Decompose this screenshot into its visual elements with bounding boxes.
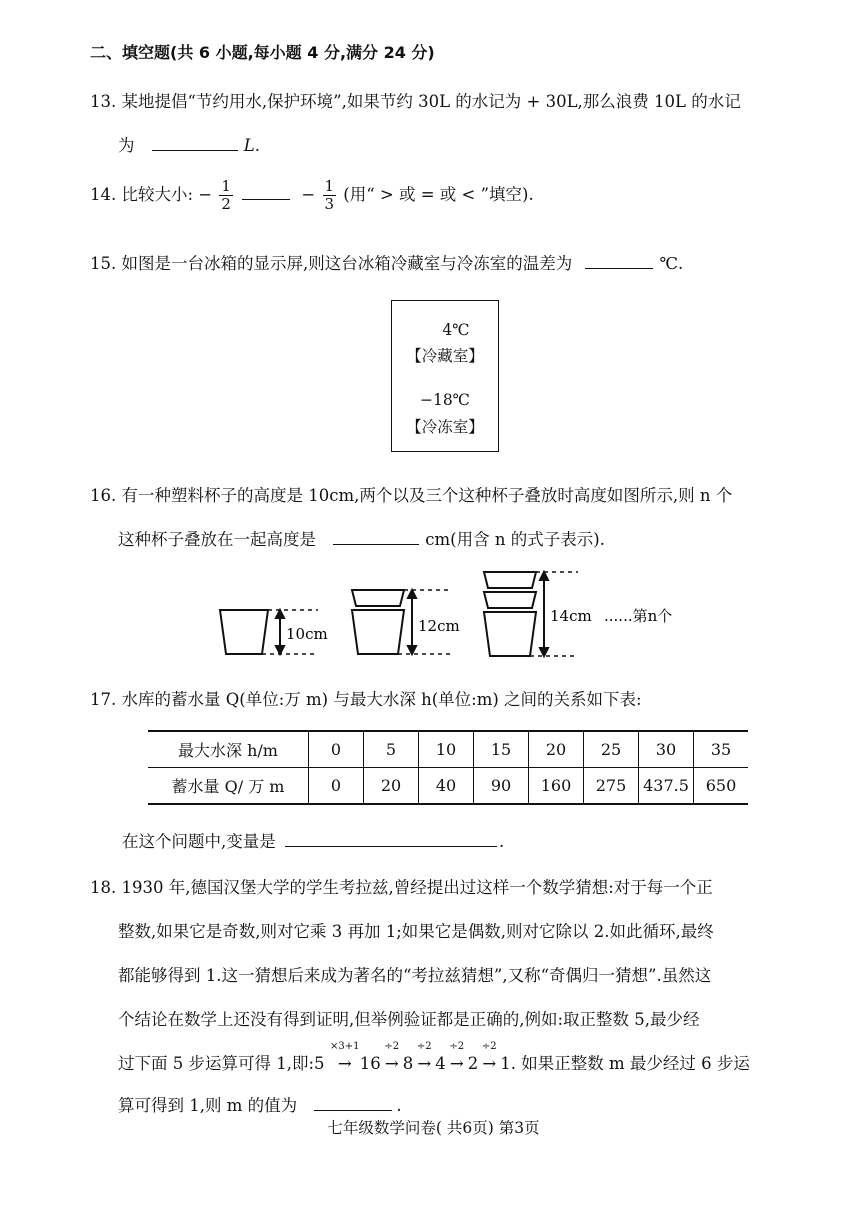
q17-answer-blank[interactable] (285, 828, 497, 847)
q18-line4: 个结论在数学上还没有得到证明,但举例验证都是正确的,例如:取正整数 5,最少经 (118, 1010, 700, 1029)
cup-stack3-mid (484, 592, 536, 608)
q16-answer-blank[interactable] (333, 526, 419, 545)
q17-line1: 17. 水库的蓄水量 Q(单位:万 m) 与最大水深 h(单位:m) 之间的关系如下表: (90, 690, 642, 709)
fridge-label-1: 【冷藏室】 (406, 347, 484, 365)
q18-line6: 算可得到 1,则 m 的值为 . (118, 1092, 402, 1116)
cup-label-n: ......第n个 (604, 607, 673, 625)
fridge-temp-2: −18℃ (419, 391, 471, 409)
q16-line2 (118, 526, 605, 550)
q14-prefix: 14. 比较大小: − (90, 185, 213, 204)
row1-cell: 15 (474, 731, 529, 768)
row1-cell: 20 (529, 731, 584, 768)
row2-cell: 275 (584, 768, 639, 805)
q13-line2 (118, 132, 260, 156)
q17-prefix: 在这个问题中,变量是 (122, 832, 276, 851)
q17-table-wrap (148, 730, 748, 805)
cup-stack3-bottom (484, 612, 536, 656)
q14-line (90, 178, 534, 213)
arrow-op-2: ÷2 → (384, 1041, 400, 1073)
q18-prefix: 算可得到 1,则 m 的值为 (118, 1096, 298, 1115)
q14-suffix: (用“ > 或 = 或 < ”填空). (343, 185, 534, 204)
q14-answer-blank[interactable] (242, 181, 290, 200)
q14-minus: − (301, 185, 316, 204)
fridge-temp-1: 4℃ (442, 321, 470, 339)
cup-label-1: 10cm (286, 625, 328, 643)
row1-cell: 0 (309, 731, 364, 768)
row2-cell: 20 (364, 768, 419, 805)
q18-line3: 都能够得到 1.这一猜想后来成为著名的“考拉兹猜想”,又称“奇偶归一猜想”.虽然这 (118, 966, 712, 985)
row2-cell: 437.5 (639, 768, 694, 805)
q18-line1: 18. 1930 年,德国汉堡大学的学生考拉兹,曾经提出过这样一个数学猜想:对于每一个正 (90, 878, 713, 897)
row1-cell: 25 (584, 731, 639, 768)
row2-cell: 650 (694, 768, 749, 805)
q13-answer-blank[interactable] (152, 132, 238, 151)
table-row (148, 731, 748, 768)
row2-cell: 160 (529, 768, 584, 805)
q13-prefix: 为 (118, 136, 135, 155)
q14-fraction-1: $\frac{1}{2}$ (221, 177, 231, 213)
q18-line2: 整数,如果它是奇数,则对它乘 3 再加 1;如果它是偶数,则对它除以 2.如此循环,最终 (118, 922, 714, 941)
fridge-label-2: 【冷冻室】 (406, 418, 484, 436)
cup-stack3-top (484, 572, 536, 588)
q18-line5-prefix: 过下面 5 步运算可得 1,即:5 (118, 1054, 325, 1073)
q18-line5: 过下面 5 步运算可得 1,即:5 ×3+1 → 16 ÷2 → 8 ÷2 → 4 ÷2 → 2 ÷2 → 1. 如果正整数 m 最少经过 6 步运 (118, 1041, 750, 1073)
fridge-display (391, 300, 499, 452)
cups-figure (200, 562, 700, 666)
q17-line2: 在这个问题中,变量是 . (122, 828, 504, 852)
row2-header: 蓄水量 Q/ 万 m (148, 768, 309, 805)
q18-line5-suffix: 1. 如果正整数 m 最少经过 6 步运 (500, 1054, 750, 1073)
cup-stack2-bottom (352, 610, 404, 654)
q15-answer-blank[interactable] (585, 250, 653, 269)
q13-line1: 13. 某地提倡“节约用水,保护环境”,如果节约 30L 的水记为 + 30L,那么浪费 10L 的水记 (90, 92, 741, 111)
arrow-op-3: ÷2 → (416, 1041, 432, 1073)
q15-unit: ℃. (659, 254, 684, 273)
row1-cell: 35 (694, 731, 749, 768)
q15-line (90, 250, 683, 274)
row2-cell: 90 (474, 768, 529, 805)
row1-cell: 10 (419, 731, 474, 768)
q18-answer-blank[interactable] (314, 1092, 392, 1111)
q17-table (148, 730, 748, 805)
table-row (148, 768, 748, 805)
cup-label-3: 14cm (550, 607, 592, 625)
arrow-op-4: ÷2 → (449, 1041, 465, 1073)
arrow-op-5: ÷2 → (481, 1041, 497, 1073)
q16-line1: 16. 有一种塑料杯子的高度是 10cm,两个以及三个这种杯子叠放时高度如图所示,则 n 个 (90, 486, 733, 505)
row1-header: 最大水深 h/m (148, 731, 309, 768)
cup-label-2: 12cm (418, 617, 460, 635)
row2-cell: 40 (419, 768, 474, 805)
row1-cell: 30 (639, 731, 694, 768)
q13-unit: L. (243, 136, 260, 155)
q16-prefix: 这种杯子叠放在一起高度是 (118, 530, 316, 549)
q16-suffix: cm(用含 n 的式子表示). (425, 530, 605, 549)
page-footer: 七年级数学问卷( 共6页) 第3页 (327, 1119, 540, 1137)
arrow-op-1: ×3+1 → (330, 1041, 360, 1073)
cup-stack2-top (352, 590, 404, 606)
cup-single (220, 610, 268, 654)
section-title: 二、填空题(共 6 小题,每小题 4 分,满分 24 分) (90, 43, 435, 62)
q15-text: 15. 如图是一台冰箱的显示屏,则这台冰箱冷藏室与冷冻室的温差为 (90, 254, 573, 273)
q14-fraction-2: $\frac{1}{3}$ (324, 177, 335, 213)
row2-cell: 0 (309, 768, 364, 805)
row1-cell: 5 (364, 731, 419, 768)
